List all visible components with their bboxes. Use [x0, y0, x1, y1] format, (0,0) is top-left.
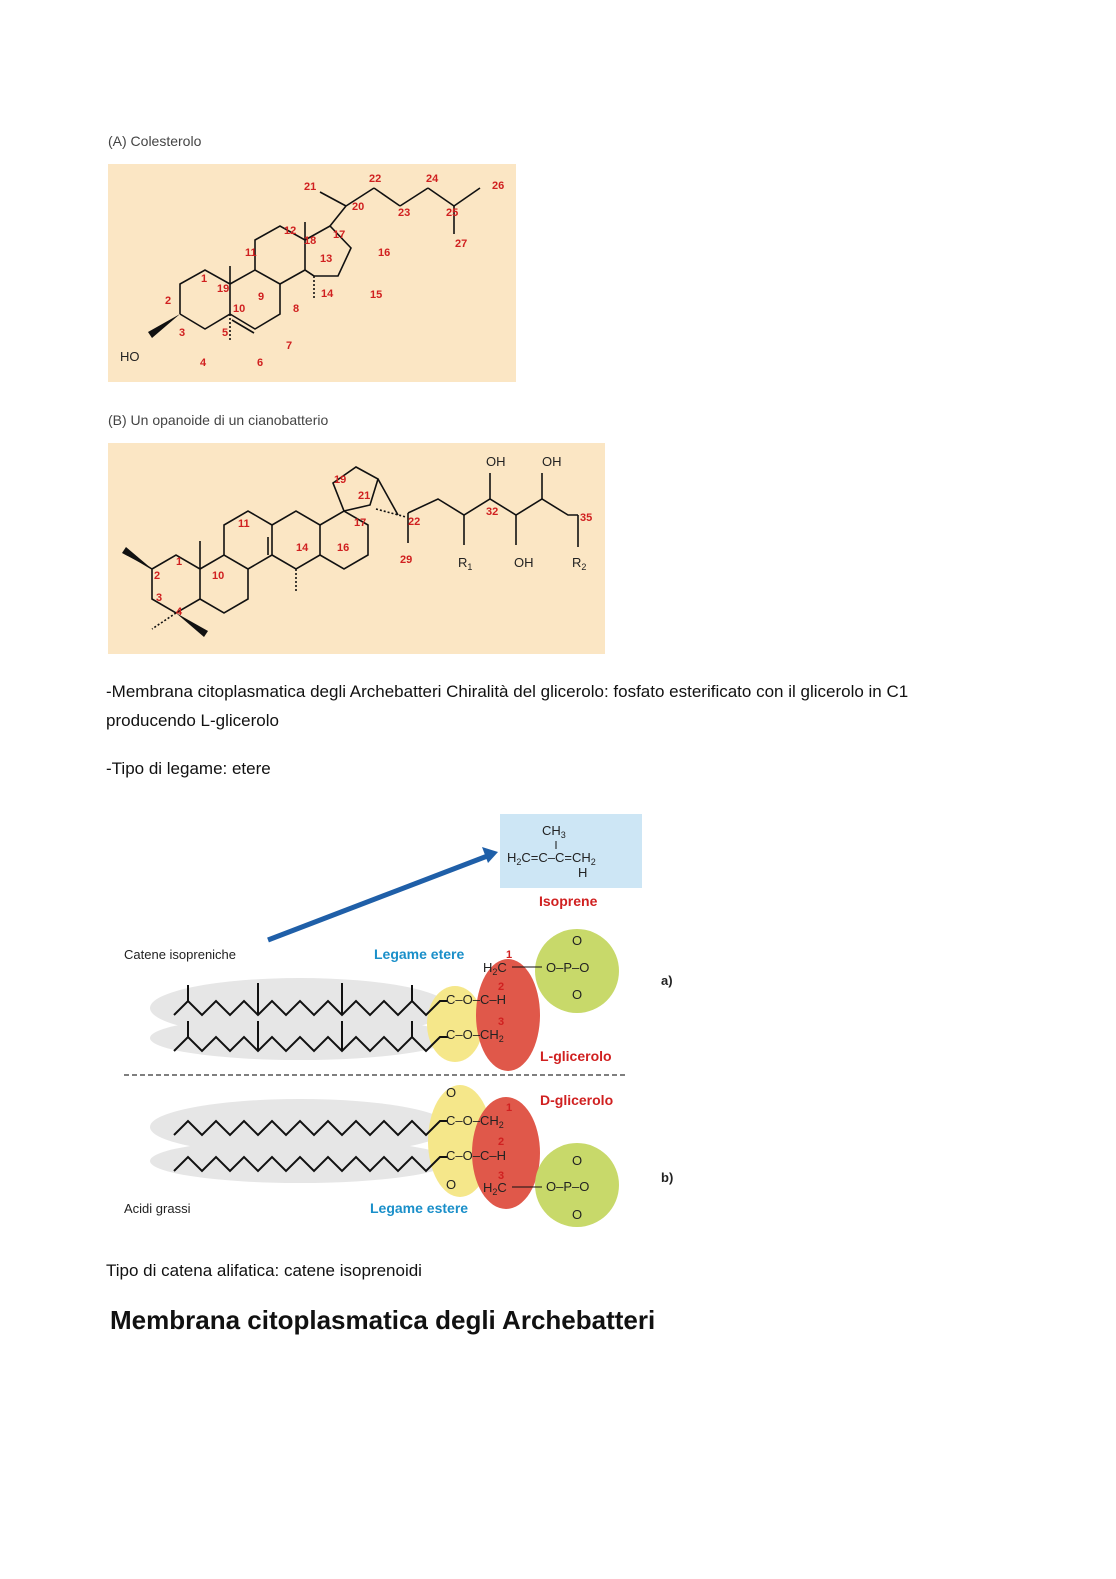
- atom-number: 6: [257, 357, 264, 369]
- atom-number: 16: [378, 247, 391, 259]
- l-glicerolo-label: L-glicerolo: [540, 1048, 612, 1064]
- atom-number: 3: [179, 327, 186, 339]
- paragraph-chirality-line2: producendo L-glicerolo: [106, 711, 279, 730]
- phosphate-label: O–P–O: [546, 960, 590, 975]
- ester-row-1: $C-O-CH_2$: [446, 1113, 504, 1130]
- atom-number: 23: [398, 207, 411, 219]
- isoprene-formula: $H_2C=C-C=CH_2$: [507, 850, 596, 867]
- figure-b-caption: (B) Un opanoide di un cianobatterio: [108, 412, 329, 428]
- atom-number: 1: [201, 273, 208, 285]
- atom-number: 11: [245, 247, 257, 259]
- h2c-label: $H_2C$: [483, 960, 507, 977]
- ester-row-2: C–O–C–H: [446, 1148, 506, 1163]
- atom-number: 16: [337, 542, 350, 554]
- atom-number: 2: [165, 295, 172, 307]
- section-heading: Membrana citoplasmatica degli Archebatteri: [110, 1305, 656, 1335]
- atom-number: 14: [321, 288, 334, 300]
- paragraph-bond-type: -Tipo di legame: etere: [106, 759, 271, 778]
- phosphate-label-b: O–P–O: [546, 1179, 590, 1194]
- atom-number: 26: [492, 180, 505, 192]
- atom-number: 4: [176, 606, 183, 618]
- atom-number: 4: [200, 357, 207, 369]
- r1-label: $R_1$: [458, 555, 473, 572]
- tag-b: b): [661, 1170, 674, 1185]
- paragraph-chain-type: Tipo di catena alifatica: catene isoprenoidi: [106, 1261, 422, 1280]
- atom-number: 15: [370, 289, 383, 301]
- atom-number: 21: [358, 490, 371, 502]
- phosphate-o-bot: O: [572, 1207, 583, 1222]
- isoprene-ch3: $CH_3$: [542, 823, 566, 840]
- atom-number: 22: [369, 173, 382, 185]
- h2c-label-b: $H_2C$: [483, 1180, 507, 1197]
- atom-number: 10: [212, 570, 225, 582]
- ho-label: HO: [120, 349, 140, 364]
- tag-a: a): [661, 973, 673, 988]
- legame-estere-label: Legame estere: [370, 1200, 469, 1216]
- atom-number: 14: [296, 542, 309, 554]
- ether-row-1: C–O–C–H: [446, 992, 506, 1007]
- atom-number: 9: [258, 291, 265, 303]
- atom-number: 35: [580, 512, 593, 524]
- acidi-grassi-label: Acidi grassi: [124, 1201, 191, 1216]
- ester-o-1: O: [446, 1085, 457, 1100]
- lipid-comparison-diagram: [100, 805, 700, 1240]
- atom-number: 10: [233, 303, 246, 315]
- phosphate-o-double: O: [572, 987, 583, 1002]
- carbon-number: 2: [498, 981, 505, 993]
- arrow-to-isoprene: [268, 855, 490, 940]
- cholesterol-structure: [108, 164, 516, 382]
- isoprene-h: H: [578, 865, 588, 880]
- atom-number: 20: [352, 201, 365, 213]
- atom-number: 24: [426, 173, 439, 185]
- atom-number: 29: [400, 554, 413, 566]
- carbon-number: 1: [506, 949, 513, 961]
- legame-etere-label: Legame etere: [374, 946, 465, 962]
- phosphate-o-top: O: [572, 1153, 583, 1168]
- phosphate-o-minus: O: [572, 933, 583, 948]
- atom-number: 25: [446, 207, 459, 219]
- atom-number: 1: [176, 556, 183, 568]
- oh-label: OH: [486, 454, 506, 469]
- atom-number: 5: [222, 327, 229, 339]
- figure-a-caption: (A) Colesterolo: [108, 133, 202, 149]
- atom-number: 13: [320, 253, 333, 265]
- oh-label: OH: [542, 454, 562, 469]
- atom-number: 19: [217, 283, 230, 295]
- oh-label: OH: [514, 555, 534, 570]
- atom-number: 2: [154, 570, 161, 582]
- atom-number: 7: [286, 340, 293, 352]
- isoprene-title: Isoprene: [539, 893, 598, 909]
- figure-c-membrane-lipids: [100, 805, 700, 1240]
- atom-number: 11: [238, 518, 250, 530]
- carbon-number: 1: [506, 1102, 513, 1114]
- carbon-number: 3: [498, 1016, 505, 1028]
- atom-number: 21: [304, 181, 317, 193]
- atom-number: 3: [156, 592, 163, 604]
- figure-b-panel: [108, 443, 605, 654]
- figure-a-panel: [108, 164, 516, 382]
- d-glicerolo-label: D-glicerolo: [540, 1092, 614, 1108]
- atom-number: 8: [293, 303, 300, 315]
- atom-number: 27: [455, 238, 468, 250]
- carbon-number: 3: [498, 1170, 505, 1182]
- catene-isopreniche-label: Catene isopreniche: [124, 947, 237, 962]
- atom-number: 22: [408, 516, 421, 528]
- r2-label: $R_2$: [572, 555, 587, 572]
- atom-number: 19: [334, 474, 347, 486]
- ether-row-2: $C-O-CH_2$: [446, 1027, 504, 1044]
- atom-number: 17: [333, 229, 346, 241]
- ester-o-2: O: [446, 1177, 457, 1192]
- atom-number: 17: [354, 517, 367, 529]
- paragraph-chirality-line1: -Membrana citoplasmatica degli Archebatteri Chiralità del glicerolo: fosfato esterificato con il glicerolo in C1: [106, 682, 909, 701]
- hopanoid-structure: [108, 443, 605, 654]
- atom-number: 12: [284, 225, 297, 237]
- atom-number: 32: [486, 506, 499, 518]
- carbon-number: 2: [498, 1136, 505, 1148]
- atom-number: 18: [304, 235, 317, 247]
